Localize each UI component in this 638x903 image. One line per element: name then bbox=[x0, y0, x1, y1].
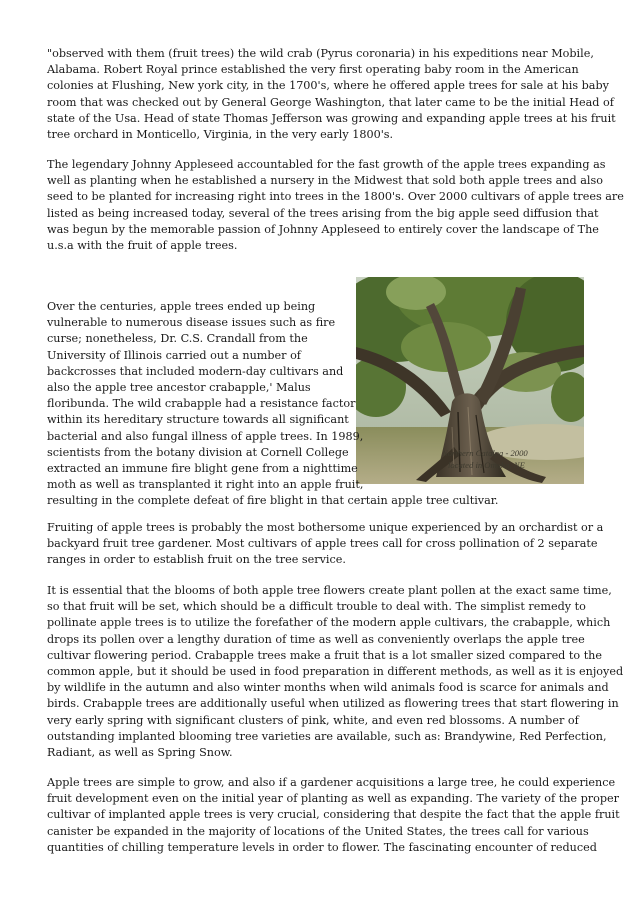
text-line: floribunda. The wild crabapple had a resistance factor bbox=[47, 397, 356, 411]
photo-caption-title: Northern Catalpa - 2000 bbox=[442, 448, 528, 458]
text-line: resulting in the complete defeat of fire blight in that certain apple tree cultivar. bbox=[47, 494, 499, 508]
text-line: Fruiting of apple trees is probably the most bothersome unique experienced by an orchardist or a bbox=[47, 521, 604, 534]
text-line: drops its pollen over a lengthy duration of time as well as conveniently overlaps the apple tree bbox=[47, 632, 585, 646]
text-line: state of the Usa. Head of state Thomas Jefferson was growing and expanding apple trees at his fruit bbox=[47, 111, 616, 125]
text-line: tree orchard in Monticello, Virginia, in the very early 1800's. bbox=[47, 127, 394, 141]
text-line: was begun by the memorable passion of Johnny Appleseed to entirely cover the landscape of The bbox=[47, 222, 599, 236]
photo-caption-location: located in Omaha, NE bbox=[448, 460, 525, 470]
text-line: very early spring with significant clusters of pink, white, and even red blossoms. A number of bbox=[47, 713, 579, 727]
text-line: moth as well as transplanted it right into an apple fruit, bbox=[47, 478, 364, 492]
text-line: It is essential that the blooms of both apple tree flowers create plant pollen at the exact same time, bbox=[47, 584, 612, 597]
paragraph-growing bbox=[47, 775, 620, 856]
text-line: scientists from the botany division at Cornell College bbox=[47, 445, 349, 459]
text-line: ranges in order to establish fruit on the tree service. bbox=[47, 553, 346, 567]
paragraph-johnny-appleseed bbox=[47, 157, 624, 254]
paragraph-disease-resistance bbox=[47, 299, 595, 509]
text-line: cultivar flowering period. Crabapple trees make a fruit that is a lot smaller sized compared to the bbox=[47, 648, 603, 662]
text-line: curse; nonetheless, Dr. C.S. Crandall from the bbox=[47, 332, 308, 346]
text-line: Alabama. Robert Royal prince established the very first operating baby room in the American bbox=[47, 63, 579, 77]
paragraph-pollination bbox=[47, 583, 624, 761]
text-line: backcrosses that included modern-day cultivars and bbox=[47, 364, 344, 378]
text-line: u.s.a with the fruit of apple trees. bbox=[47, 238, 238, 252]
text-line: backyard fruit tree gardener. Most cultivars of apple trees call for cross pollination of 2 separate bbox=[47, 537, 598, 551]
text-line: quantities of chilling temperature levels in order to flower. The fascinating encounter of reduced bbox=[47, 840, 597, 854]
text-line: Apple trees are simple to grow, and also if a gardener acquisitions a large tree, he could experience bbox=[47, 776, 616, 789]
text-line: so that fruit will be set, which should be a difficult trouble to deal with. The simplist remedy to bbox=[47, 600, 586, 614]
text-line: The legendary Johnny Appleseed accountabled for the fast growth of the apple trees expanding as bbox=[47, 158, 606, 171]
text-line: room that was checked out by General George Washington, that later came to be the initial Head of bbox=[47, 95, 614, 109]
text-line: pollinate apple trees is to utilize the forefather of the modern apple cultivars, the crabapple, which bbox=[47, 616, 611, 630]
text-line: Radiant, as well as Spring Snow. bbox=[47, 745, 233, 759]
paragraph-fruiting bbox=[47, 520, 604, 569]
text-line: common apple, but it should be used in food preparation in different methods, as well as it is enjoyed bbox=[47, 664, 624, 678]
text-line: by wildlife in the autumn and also winter months when wild animals food is scarce for animals and bbox=[47, 681, 609, 695]
paragraph-history-crab bbox=[47, 46, 616, 143]
text-line: fruit development even on the initial year of planting as well as expanding. The variety of the proper bbox=[47, 792, 619, 806]
text-line: extracted an immune fire blight gene from a nighttime bbox=[47, 461, 358, 475]
text-line: cultivar of implanted apple trees is very crucial, considering that despite the fact that the apple fruit bbox=[47, 808, 620, 822]
text-line: listed as being increased today, several of the trees arising from the big apple seed diffusion that bbox=[47, 206, 599, 220]
text-line: well as planting when he established a nursery in the Midwest that sold both apple trees and also bbox=[47, 174, 603, 188]
text-line: birds. Crabapple trees are additionally useful when utilized as flowering trees that start flowering in bbox=[47, 697, 619, 711]
text-line: outstanding implanted blooming tree varieties are available, such as: Brandywine, Red Perfection, bbox=[47, 729, 607, 743]
text-line: within its hereditary structure towards all significant bbox=[47, 413, 349, 427]
text-line: Over the centuries, apple trees ended up being bbox=[47, 300, 316, 313]
text-line: "observed with them (fruit trees) the wild crab (Pyrus coronaria) in his expeditions near Mobile, bbox=[47, 47, 594, 60]
text-line: bacterial and also fungal illness of apple trees. In 1989, bbox=[47, 429, 364, 443]
text-line: canister be expanded in the majority of locations of the United States, the trees call for various bbox=[47, 824, 589, 838]
text-line: also the apple tree ancestor crabapple,' Malus bbox=[47, 380, 311, 394]
text-line: University of Illinois carried out a number of bbox=[47, 348, 301, 362]
text-line: seed to be planted for increasing right into trees in the 1800's. Over 2000 cultivars of apple trees are bbox=[47, 190, 624, 204]
text-line: colonies at Flushing, New york city, in the 1700's, where he offered apple trees for sale at his baby bbox=[47, 79, 609, 93]
text-line: vulnerable to numerous disease issues such as fire bbox=[47, 316, 336, 330]
